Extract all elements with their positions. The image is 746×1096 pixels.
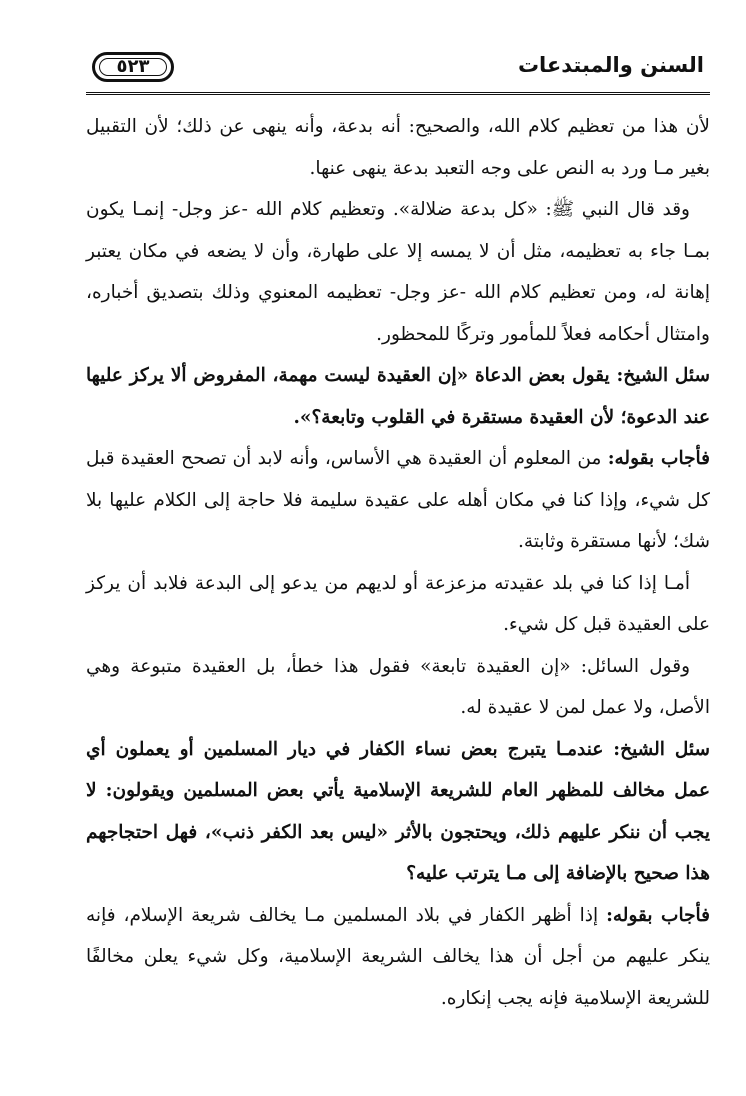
- running-title: السنن والمبتدعات: [517, 53, 704, 77]
- paragraph-5: [86, 563, 710, 646]
- page-header: [86, 44, 710, 94]
- answer-2-lead: فأجاب بقوله:: [606, 904, 710, 926]
- page-number-badge: ٥٢٣: [92, 52, 174, 82]
- question-2: [86, 729, 710, 895]
- answer-1-lead: فأجاب بقوله:: [607, 448, 710, 469]
- answer-1: [86, 438, 710, 563]
- answer-1-text: من المعلوم أن العقيدة هي الأساس، وأنه لابد أن تصحح العقيدة قبل كل شيء، وإذا كنا في مكان أهله على عقيدة سليمة فلا حاجة إلى الكلام عليها بلا شك؛ لأنها مستقرة وثابتة.: [86, 448, 710, 552]
- answer-2: [86, 895, 710, 1020]
- paragraph-6-text: وقول السائل: «إن العقيدة تابعة» فقول هذا خطأ، بل العقيدة متبوعة وهي الأصل، ولا عمل لمن لا عقيدة له.: [86, 655, 710, 718]
- question-2-text: سئل الشيخ: عندمـا يتبرج بعض نساء الكفار في ديار المسلمين أو يعملون أي عمل مخالف للمظهر العام للشريعة الإسلامية يأتي بعض المسلمين ويقولون: لا يجب أن ننكر عليهم ذلك، ويحتجون بالأثر «ليس بعد الكفر ذنب»، فهل احتجاجهم هذا صحيح بالإضافة إلى مـا يترتب عليه؟: [86, 738, 710, 884]
- answer-2-text: إذا أظهر الكفار في بلاد المسلمين مـا يخالف شريعة الإسلام، فإنه ينكر عليهم من أجل أن هذا يخالف الشريعة الإسلامية، وكل شيء يعلن مخالفًا للشريعة الإسلامية فإنه يجب إنكاره.: [86, 904, 710, 1009]
- paragraph-2-text: وقد قال النبي ﷺ: «كل بدعة ضلالة». وتعظيم كلام الله -عز وجل- إنمـا يكون بمـا جاء به تعظيمه، مثل أن لا يمسه إلا على طهارة، وأن لا يضعه في مكان يعتبر إهانة له، ومن تعظيم كلام الله -عز وجل- تعظيمه المعنوي وذلك بتصديق أخباره، وامتثال أحكامه فعلاً للمأمور وتركًا للمحظور.: [86, 199, 710, 345]
- header-divider: [86, 92, 710, 95]
- question-1: [86, 355, 710, 438]
- page-body: [86, 106, 710, 1019]
- paragraph-1: [86, 106, 710, 189]
- question-1-text: سئل الشيخ: يقول بعض الدعاة «إن العقيدة ليست مهمة، المفروض ألا يركز عليها عند الدعوة؛ لأن العقيدة مستقرة في القلوب وتابعة؟».: [86, 365, 710, 428]
- paragraph-5-text: أمـا إذا كنا في بلد عقيدته مزعزعة أو لديهم من يدعو إلى البدعة فلابد أن يركز على العقيدة قبل كل شيء.: [86, 572, 710, 635]
- paragraph-6: [86, 646, 710, 729]
- paragraph-1-text: لأن هذا من تعظيم كلام الله، والصحيح: أنه بدعة، وأنه ينهى عن ذلك؛ لأن التقبيل بغير مـا ورد به النص على وجه التعبد بدعة ينهى عنها.: [86, 116, 710, 179]
- paragraph-2: [86, 189, 710, 355]
